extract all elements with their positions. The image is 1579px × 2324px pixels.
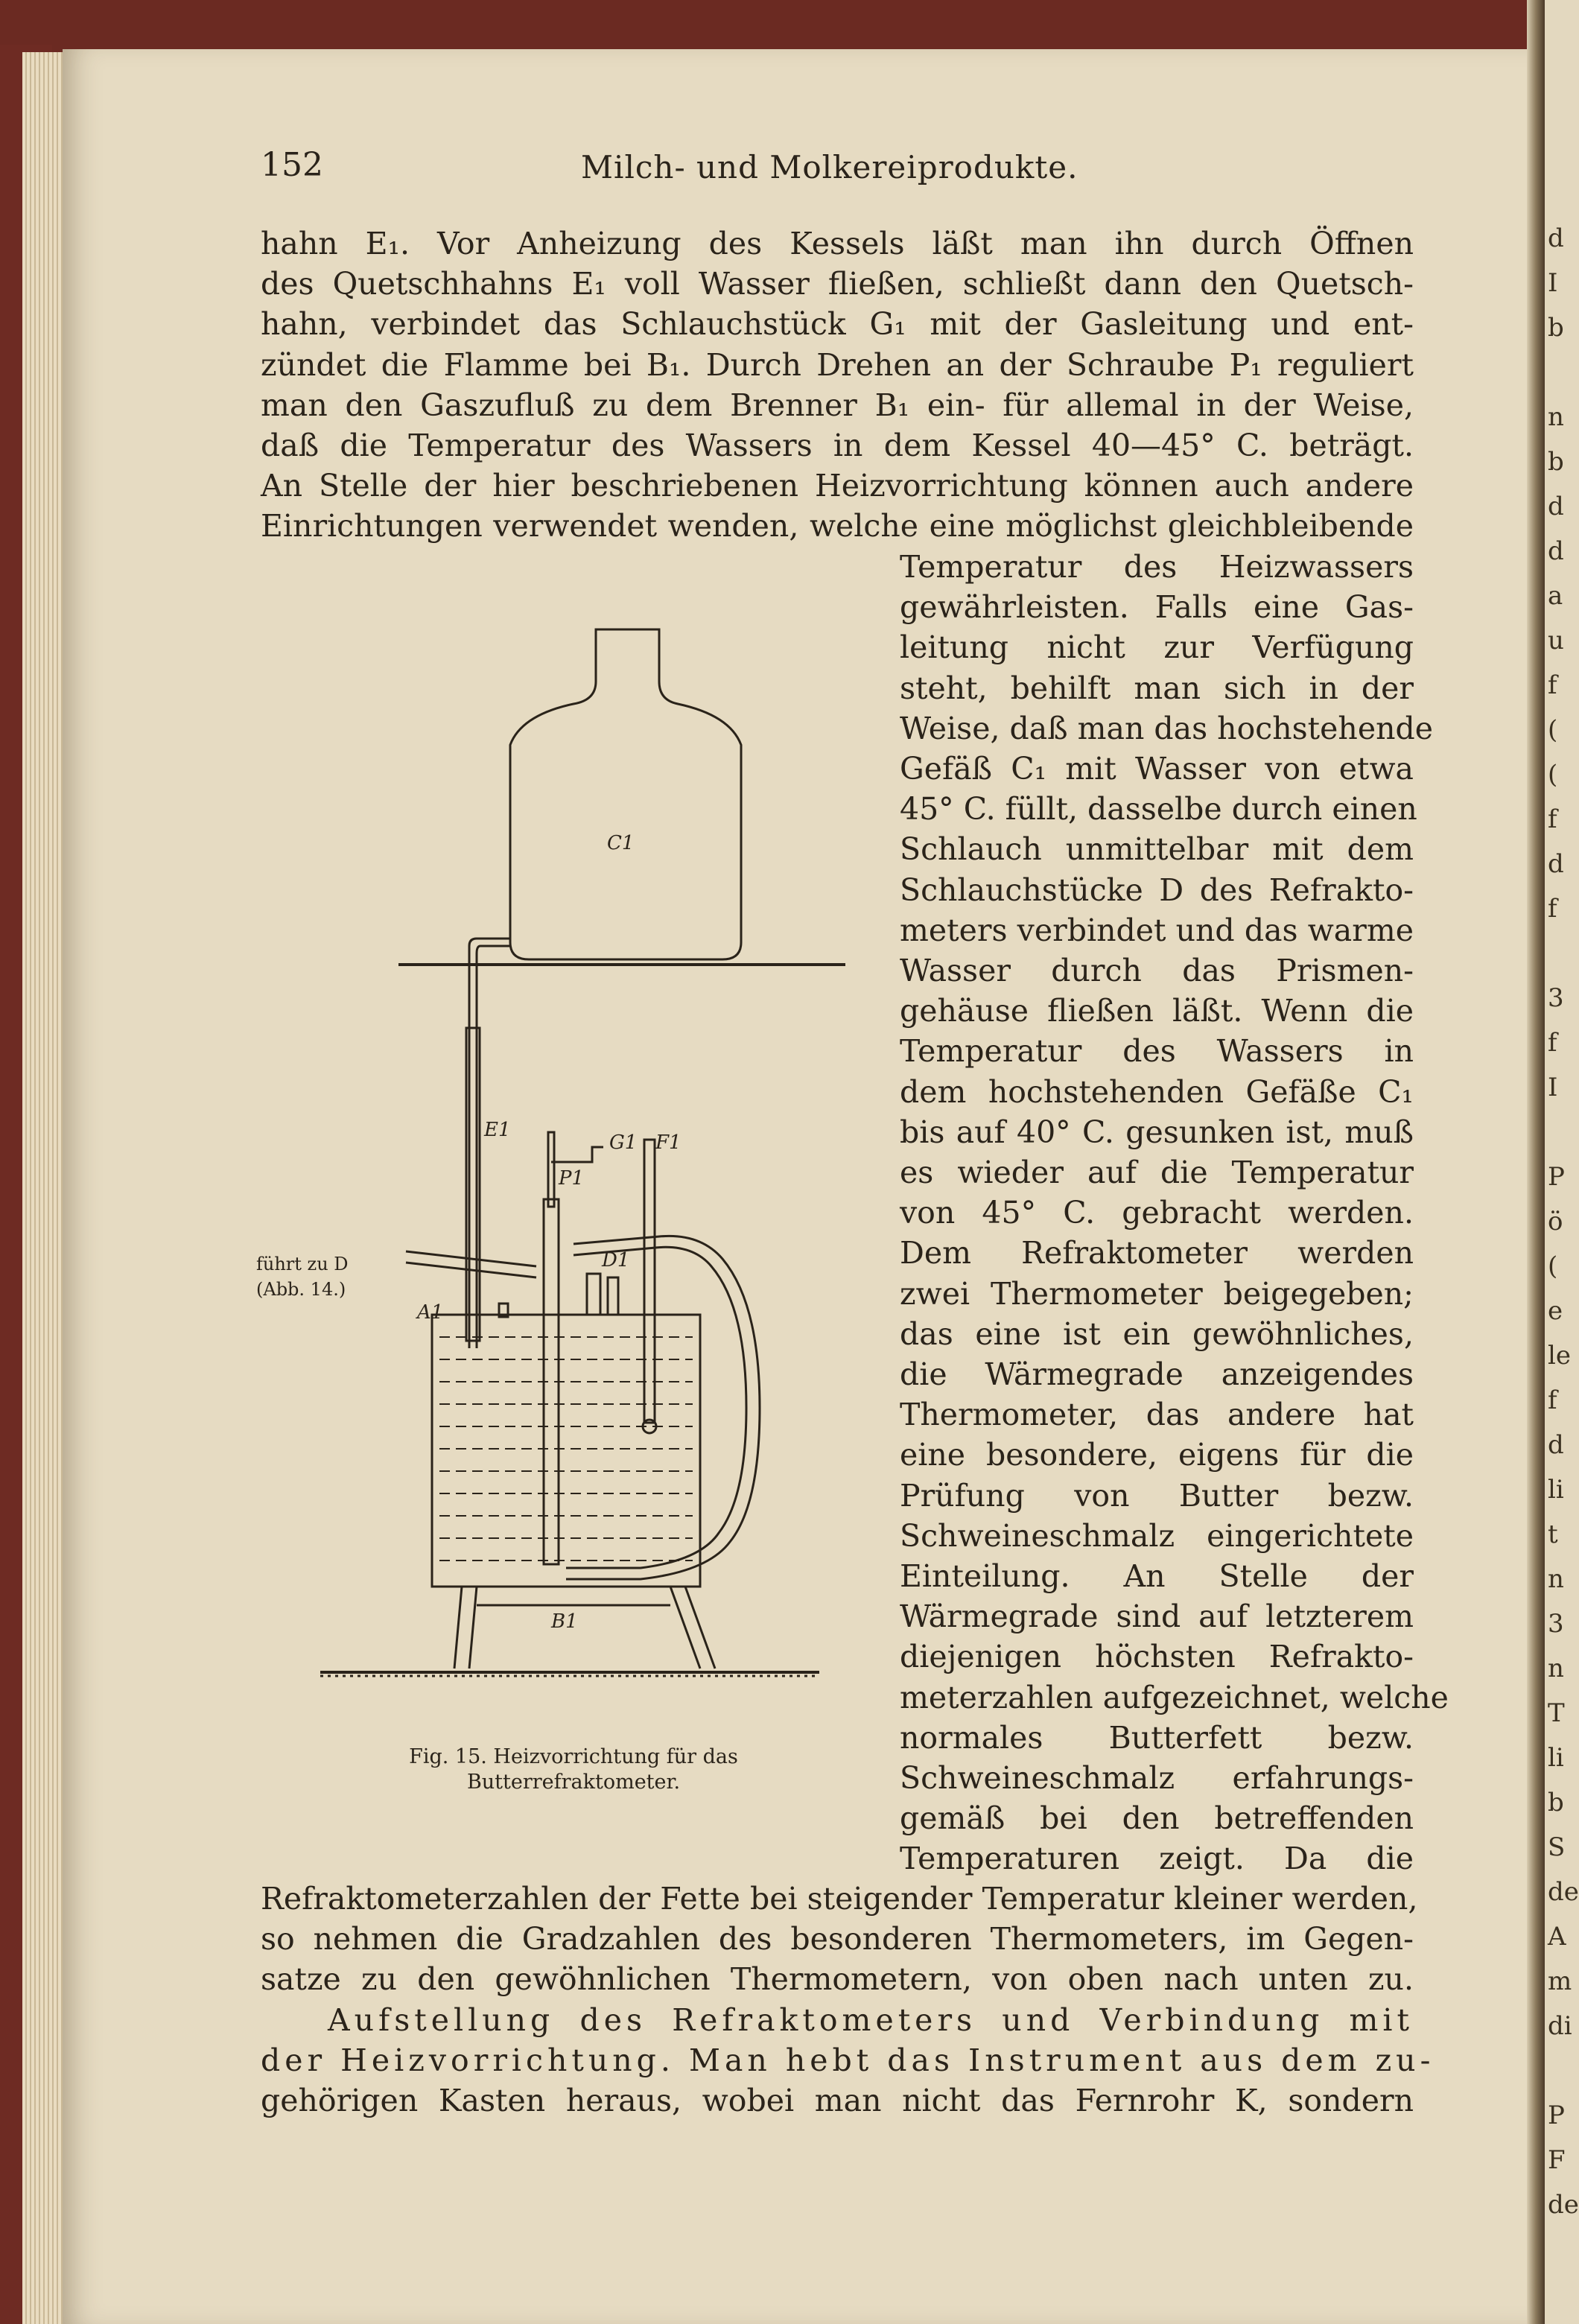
next-page-fragment: I xyxy=(1548,268,1558,298)
next-page-fragment: le xyxy=(1548,1341,1571,1371)
text-line: so nehmen die Gradzahlen des besonderen Thermometers, im Gegen- xyxy=(261,1921,1414,1958)
text-line: Weise, daß man das hochstehende xyxy=(900,710,1433,746)
label-g1: G1 xyxy=(609,1131,638,1154)
next-page-fragment: S xyxy=(1548,1832,1566,1862)
text-line: Thermometer, das andere hat xyxy=(900,1397,1414,1433)
next-page-fragment: di xyxy=(1548,2011,1572,2041)
figure-caption: Fig. 15. Heizvorrichtung für das Butterrefraktometer. xyxy=(409,1745,738,1794)
text-line: leitung nicht zur Verfügung xyxy=(900,629,1414,666)
next-page-fragment: m xyxy=(1548,1966,1572,1996)
next-page-fragment: d xyxy=(1548,536,1564,566)
next-page-fragment: f xyxy=(1548,1385,1557,1415)
next-page-fragment: T xyxy=(1548,1698,1565,1728)
text-line: Aufstellung des Refraktometers und Verbindung mit xyxy=(328,2001,1414,2038)
next-page-fragment: a xyxy=(1548,581,1563,611)
next-page-fragment: ( xyxy=(1548,1251,1558,1281)
label-d1: D1 xyxy=(602,1249,630,1271)
text-line: gemäß bei den betreffenden xyxy=(900,1800,1414,1837)
next-page-fragment: I xyxy=(1548,1073,1558,1102)
text-line: des Quetschhahns E₁ voll Wasser fließen, schließt dann den Quetsch- xyxy=(261,266,1414,302)
text-line: hahn E₁. Vor Anheizung des Kessels läßt man ihn durch Öffnen xyxy=(261,226,1414,261)
text-line: zündet die Flamme bei B₁. Durch Drehen an der Schraube P₁ reguliert xyxy=(261,346,1414,383)
next-page-fragment: f xyxy=(1548,804,1557,834)
text-line: An Stelle der hier beschriebenen Heizvorrichtung können auch andere xyxy=(261,468,1414,504)
next-page-fragment: u xyxy=(1548,626,1564,655)
text-line: steht, behilft man sich in der xyxy=(900,670,1414,706)
text-line: Schlauchstücke D des Refrakto- xyxy=(900,872,1414,908)
text-line: meterzahlen aufgezeichnet, welche xyxy=(900,1679,1449,1715)
next-page-fragment: d xyxy=(1548,223,1564,253)
text-line: Schweineschmalz erfahrungs- xyxy=(900,1760,1414,1796)
text-line: normales Butterfett bezw. xyxy=(900,1719,1414,1756)
text-line: dem hochstehenden Gefäße C₁ xyxy=(900,1073,1414,1110)
text-line: hahn, verbindet das Schlauchstück G₁ mit der Gasleitung und ent- xyxy=(261,306,1414,343)
text-line: meters verbindet und das warme xyxy=(900,912,1414,948)
next-page-fragment: n xyxy=(1548,1564,1564,1594)
next-page-fragment: f xyxy=(1548,1028,1557,1058)
text-line: eine besondere, eigens für die xyxy=(900,1437,1414,1473)
next-page-fragment: P xyxy=(1548,1162,1565,1192)
text-line: der Heizvorrichtung. Man hebt das Instrument aus dem zu- xyxy=(261,2042,1435,2078)
text-line: gewährleisten. Falls eine Gas- xyxy=(900,589,1414,626)
text-line: gehörigen Kasten heraus, wobei man nicht das Fernrohr K, sondern xyxy=(261,2083,1414,2118)
text-line: Prüfung von Butter bezw. xyxy=(900,1477,1414,1514)
next-page-fragment: n xyxy=(1548,402,1564,432)
text-line: Schweineschmalz eingerichtete xyxy=(900,1517,1414,1554)
text-line: Einteilung. An Stelle der xyxy=(900,1558,1414,1594)
figure-heating-apparatus xyxy=(253,611,894,1803)
bottle-c1 xyxy=(510,629,741,959)
text-line: Schlauch unmittelbar mit dem xyxy=(900,831,1414,868)
text-line: Dem Refraktometer werden xyxy=(900,1235,1414,1271)
next-page-fragment: P xyxy=(1548,2101,1565,2130)
text-line: Temperaturen zeigt. Da die xyxy=(900,1841,1414,1877)
label-a1: A1 xyxy=(417,1301,444,1324)
label-c1: C1 xyxy=(607,832,635,854)
stand-legs xyxy=(454,1587,715,1669)
next-page-fragment: b xyxy=(1548,313,1564,343)
text-line: 45° C. füllt, dasselbe durch einen xyxy=(900,791,1417,828)
next-page-fragment: e xyxy=(1548,1296,1563,1326)
text-line: daß die Temperatur des Wassers in dem Kessel 40—45° C. beträgt. xyxy=(261,428,1414,463)
text-line: man den Gaszufluß zu dem Brenner B₁ ein- für allemal in der Weise, xyxy=(261,387,1414,423)
label-p1: P1 xyxy=(559,1167,585,1190)
text-line: bis auf 40° C. gesunken ist, muß xyxy=(900,1114,1414,1150)
text-line: satze zu den gewöhnlichen Thermometern, von oben nach unten zu. xyxy=(261,1961,1414,1998)
text-line: diejenigen höchsten Refrakto- xyxy=(900,1639,1414,1675)
figure-side-note: führt zu D (Abb. 14.) xyxy=(256,1254,349,1300)
next-page-fragment: ( xyxy=(1548,760,1558,790)
text-line: Temperatur des Wassers in xyxy=(900,1033,1414,1070)
text-line: gehäuse fließen läßt. Wenn die xyxy=(900,993,1414,1029)
next-page-fragment: f xyxy=(1548,670,1557,700)
text-line: Refraktometerzahlen der Fette bei steigender Temperatur kleiner werden, xyxy=(261,1881,1418,1917)
text-line: Einrichtungen verwendet wenden, welche eine möglichst gleichbleibende xyxy=(261,508,1414,545)
page-number: 152 xyxy=(261,146,323,184)
next-page-fragment: n xyxy=(1548,1654,1564,1683)
next-page-fragment: 3 xyxy=(1548,983,1564,1013)
text-line: es wieder auf die Temperatur xyxy=(900,1155,1414,1190)
next-page-edge xyxy=(1545,0,1579,2324)
next-page-fragment: F xyxy=(1548,2145,1566,2175)
running-title: Milch- und Molkereiprodukte. xyxy=(581,149,1078,185)
label-e1: E1 xyxy=(484,1119,511,1141)
next-page-fragment: de xyxy=(1548,1877,1579,1907)
text-line: die Wärmegrade anzeigendes xyxy=(900,1356,1414,1392)
book-gutter xyxy=(1527,0,1545,2324)
next-page-fragment: b xyxy=(1548,447,1564,477)
next-page-fragment: d xyxy=(1548,849,1564,879)
text-line: Gefäß C₁ mit Wasser von etwa xyxy=(900,751,1414,787)
text-line: zwei Thermometer beigegeben; xyxy=(900,1275,1414,1312)
next-page-fragment: d xyxy=(1548,1430,1564,1460)
next-page-fragment: t xyxy=(1548,1520,1558,1549)
next-page-fragment: 3 xyxy=(1548,1609,1564,1639)
text-line: Wärmegrade sind auf letzterem xyxy=(900,1598,1414,1635)
next-page-fragment: b xyxy=(1548,1788,1564,1817)
next-page-fragment: li xyxy=(1548,1475,1564,1505)
text-line: Temperatur des Heizwassers xyxy=(900,549,1414,585)
next-page-fragment: de xyxy=(1548,2190,1579,2220)
next-page-fragment: ö xyxy=(1548,1207,1563,1236)
label-b1: B1 xyxy=(551,1610,578,1633)
text-line: von 45° C. gebracht werden. xyxy=(900,1195,1414,1231)
next-page-fragment: f xyxy=(1548,894,1557,924)
next-page-fragment: ( xyxy=(1548,715,1558,745)
next-page-fragment: li xyxy=(1548,1743,1564,1773)
text-line: das eine ist ein gewöhnliches, xyxy=(900,1315,1414,1352)
next-page-fragment: d xyxy=(1548,492,1564,521)
next-page-fragment: A xyxy=(1548,1922,1566,1952)
text-line: Wasser durch das Prismen- xyxy=(900,953,1414,988)
label-f1: F1 xyxy=(655,1131,682,1154)
water-tank xyxy=(432,1315,700,1587)
